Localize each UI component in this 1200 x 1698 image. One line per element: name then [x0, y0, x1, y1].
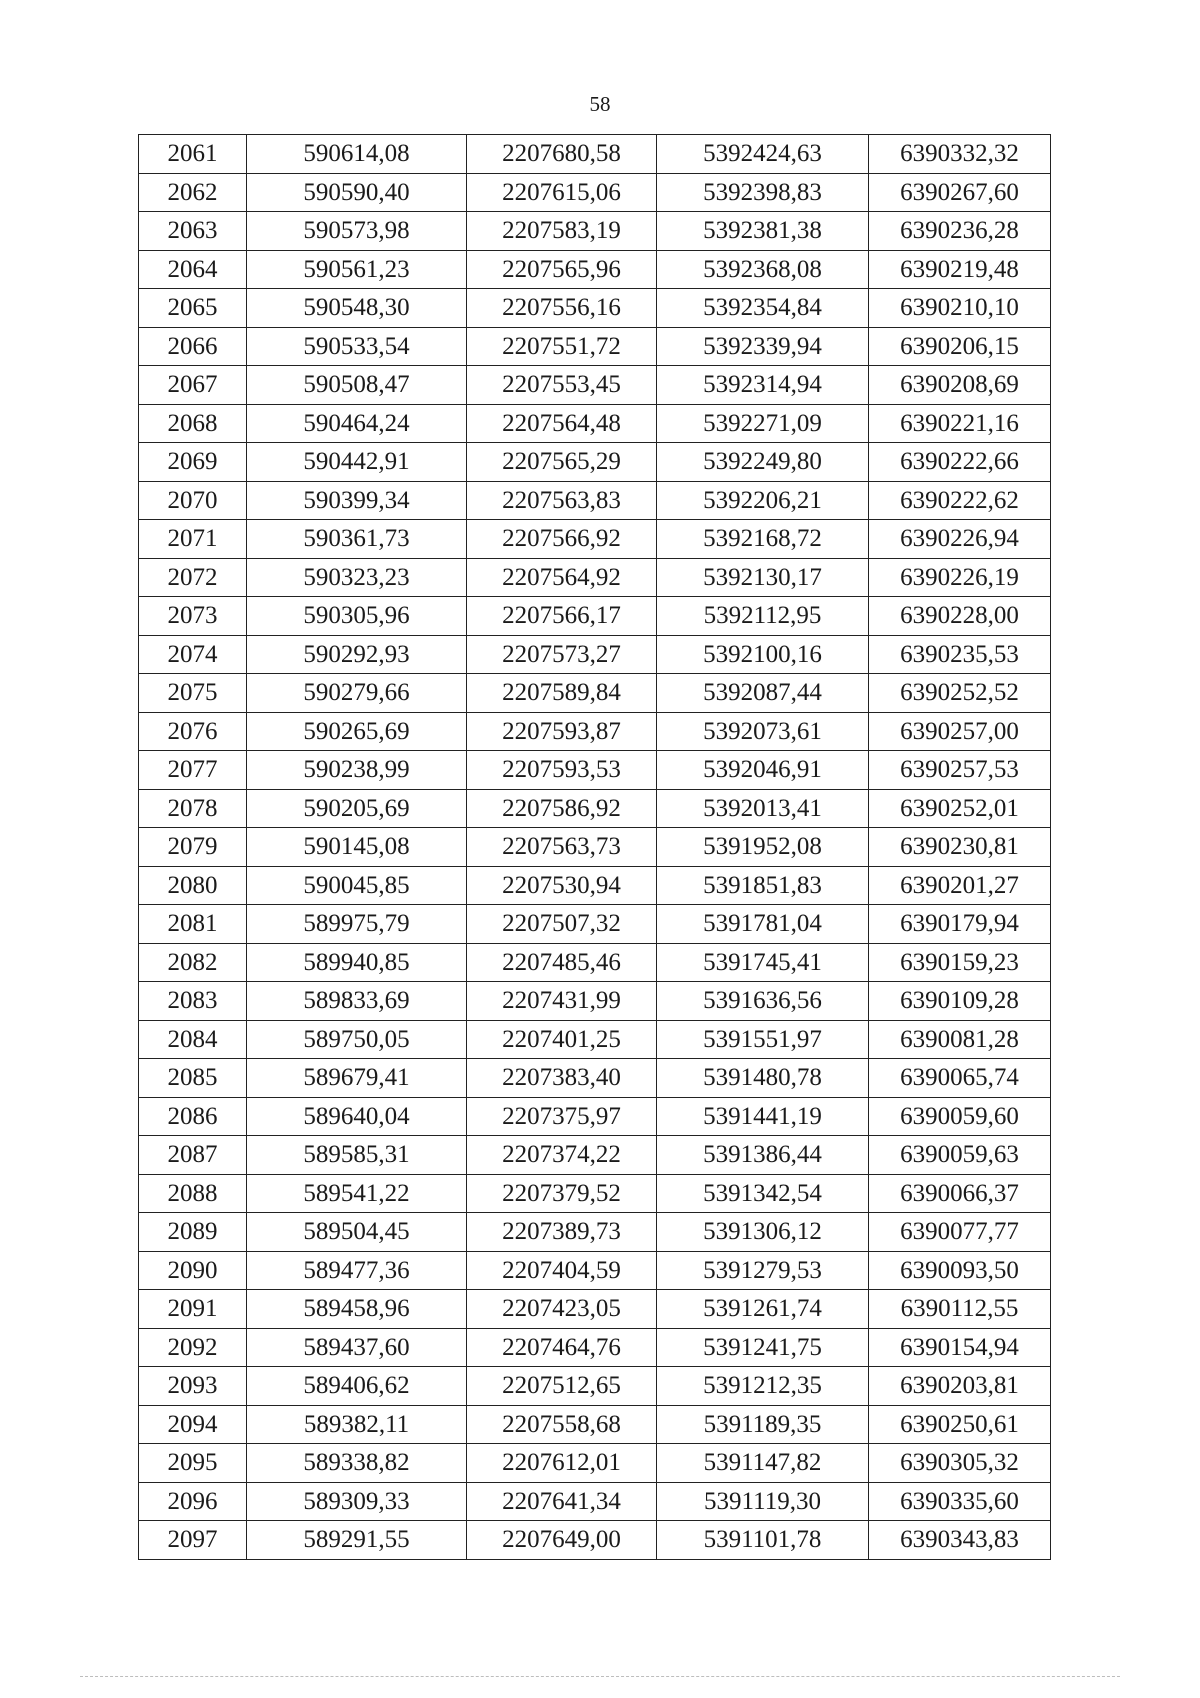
coord-1-cell: 590573,98: [247, 212, 467, 251]
coord-2-cell: 2207641,34: [467, 1482, 657, 1521]
coord-1-cell: 589833,69: [247, 982, 467, 1021]
coord-3-cell: 5391147,82: [657, 1444, 869, 1483]
table-row: [139, 212, 1051, 251]
coord-2-cell: 2207558,68: [467, 1405, 657, 1444]
table-row: [139, 905, 1051, 944]
table-row: [139, 520, 1051, 559]
coordinates-table-body: [139, 135, 1051, 1560]
point-number-cell: 2087: [139, 1136, 247, 1175]
point-number-cell: 2068: [139, 404, 247, 443]
table-row: [139, 1020, 1051, 1059]
point-number-cell: 2089: [139, 1213, 247, 1252]
table-row: [139, 828, 1051, 867]
coord-2-cell: 2207566,17: [467, 597, 657, 636]
coord-4-cell: 6390210,10: [869, 289, 1051, 328]
coord-4-cell: 6390066,37: [869, 1174, 1051, 1213]
point-number-cell: 2077: [139, 751, 247, 790]
coord-4-cell: 6390226,19: [869, 558, 1051, 597]
coord-3-cell: 5392354,84: [657, 289, 869, 328]
coord-3-cell: 5391306,12: [657, 1213, 869, 1252]
coord-4-cell: 6390332,32: [869, 135, 1051, 174]
table-row: [139, 250, 1051, 289]
coord-4-cell: 6390179,94: [869, 905, 1051, 944]
coord-1-cell: 590265,69: [247, 712, 467, 751]
coord-2-cell: 2207423,05: [467, 1290, 657, 1329]
coord-3-cell: 5392249,80: [657, 443, 869, 482]
point-number-cell: 2088: [139, 1174, 247, 1213]
coord-2-cell: 2207379,52: [467, 1174, 657, 1213]
coord-1-cell: 590590,40: [247, 173, 467, 212]
coord-2-cell: 2207431,99: [467, 982, 657, 1021]
coord-3-cell: 5391101,78: [657, 1521, 869, 1560]
coord-4-cell: 6390112,55: [869, 1290, 1051, 1329]
table-row: [139, 982, 1051, 1021]
coord-1-cell: 590145,08: [247, 828, 467, 867]
coord-1-cell: 590508,47: [247, 366, 467, 405]
coord-3-cell: 5392100,16: [657, 635, 869, 674]
coord-1-cell: 590361,73: [247, 520, 467, 559]
coord-3-cell: 5391386,44: [657, 1136, 869, 1175]
coord-4-cell: 6390081,28: [869, 1020, 1051, 1059]
coord-1-cell: 589975,79: [247, 905, 467, 944]
coord-2-cell: 2207612,01: [467, 1444, 657, 1483]
coord-3-cell: 5391441,19: [657, 1097, 869, 1136]
coord-1-cell: 589585,31: [247, 1136, 467, 1175]
coord-4-cell: 6390065,74: [869, 1059, 1051, 1098]
coord-2-cell: 2207551,72: [467, 327, 657, 366]
point-number-cell: 2072: [139, 558, 247, 597]
point-number-cell: 2066: [139, 327, 247, 366]
coord-1-cell: 589437,60: [247, 1328, 467, 1367]
point-number-cell: 2071: [139, 520, 247, 559]
coord-4-cell: 6390059,63: [869, 1136, 1051, 1175]
coord-3-cell: 5392112,95: [657, 597, 869, 636]
point-number-cell: 2073: [139, 597, 247, 636]
coord-2-cell: 2207512,65: [467, 1367, 657, 1406]
point-number-cell: 2084: [139, 1020, 247, 1059]
coord-4-cell: 6390203,81: [869, 1367, 1051, 1406]
coord-1-cell: 589940,85: [247, 943, 467, 982]
coord-4-cell: 6390154,94: [869, 1328, 1051, 1367]
point-number-cell: 2086: [139, 1097, 247, 1136]
table-row: [139, 789, 1051, 828]
coord-4-cell: 6390077,77: [869, 1213, 1051, 1252]
coord-4-cell: 6390208,69: [869, 366, 1051, 405]
coord-2-cell: 2207401,25: [467, 1020, 657, 1059]
coord-4-cell: 6390235,53: [869, 635, 1051, 674]
footer-rule: [80, 1676, 1120, 1677]
table-row: [139, 635, 1051, 674]
coord-2-cell: 2207593,87: [467, 712, 657, 751]
point-number-cell: 2095: [139, 1444, 247, 1483]
table-row: [139, 135, 1051, 174]
coord-3-cell: 5391261,74: [657, 1290, 869, 1329]
coord-3-cell: 5392046,91: [657, 751, 869, 790]
coordinates-table: [138, 134, 1051, 1560]
coord-2-cell: 2207586,92: [467, 789, 657, 828]
coord-1-cell: 590561,23: [247, 250, 467, 289]
coord-4-cell: 6390230,81: [869, 828, 1051, 867]
point-number-cell: 2076: [139, 712, 247, 751]
page-number: 58: [589, 92, 611, 116]
table-row: [139, 1367, 1051, 1406]
coord-1-cell: 590279,66: [247, 674, 467, 713]
table-row: [139, 712, 1051, 751]
coord-4-cell: 6390226,94: [869, 520, 1051, 559]
coord-3-cell: 5392424,63: [657, 135, 869, 174]
point-number-cell: 2081: [139, 905, 247, 944]
coord-3-cell: 5392381,38: [657, 212, 869, 251]
coord-1-cell: 589382,11: [247, 1405, 467, 1444]
coord-2-cell: 2207507,32: [467, 905, 657, 944]
coord-4-cell: 6390222,62: [869, 481, 1051, 520]
coord-4-cell: 6390257,00: [869, 712, 1051, 751]
coord-3-cell: 5392130,17: [657, 558, 869, 597]
coord-3-cell: 5391745,41: [657, 943, 869, 982]
coord-2-cell: 2207564,48: [467, 404, 657, 443]
coord-2-cell: 2207553,45: [467, 366, 657, 405]
coord-4-cell: 6390252,01: [869, 789, 1051, 828]
point-number-cell: 2079: [139, 828, 247, 867]
coord-1-cell: 590442,91: [247, 443, 467, 482]
point-number-cell: 2091: [139, 1290, 247, 1329]
coord-3-cell: 5392087,44: [657, 674, 869, 713]
coord-4-cell: 6390222,66: [869, 443, 1051, 482]
coord-1-cell: 589541,22: [247, 1174, 467, 1213]
coord-4-cell: 6390221,16: [869, 404, 1051, 443]
point-number-cell: 2065: [139, 289, 247, 328]
coord-2-cell: 2207615,06: [467, 173, 657, 212]
coord-3-cell: 5392206,21: [657, 481, 869, 520]
coord-4-cell: 6390109,28: [869, 982, 1051, 1021]
table-row: [139, 1328, 1051, 1367]
table-row: [139, 1097, 1051, 1136]
coord-4-cell: 6390059,60: [869, 1097, 1051, 1136]
coord-1-cell: 590205,69: [247, 789, 467, 828]
coord-2-cell: 2207404,59: [467, 1251, 657, 1290]
coord-2-cell: 2207649,00: [467, 1521, 657, 1560]
coord-4-cell: 6390257,53: [869, 751, 1051, 790]
coord-1-cell: 590305,96: [247, 597, 467, 636]
table-row: [139, 751, 1051, 790]
coord-4-cell: 6390093,50: [869, 1251, 1051, 1290]
coord-2-cell: 2207583,19: [467, 212, 657, 251]
coord-2-cell: 2207556,16: [467, 289, 657, 328]
table-row: [139, 1059, 1051, 1098]
point-number-cell: 2069: [139, 443, 247, 482]
table-row: [139, 289, 1051, 328]
point-number-cell: 2094: [139, 1405, 247, 1444]
coord-1-cell: 590548,30: [247, 289, 467, 328]
coord-4-cell: 6390236,28: [869, 212, 1051, 251]
coord-3-cell: 5392368,08: [657, 250, 869, 289]
coord-2-cell: 2207563,83: [467, 481, 657, 520]
coord-1-cell: 590292,93: [247, 635, 467, 674]
coord-1-cell: 589477,36: [247, 1251, 467, 1290]
point-number-cell: 2078: [139, 789, 247, 828]
point-number-cell: 2070: [139, 481, 247, 520]
coord-3-cell: 5392398,83: [657, 173, 869, 212]
coord-4-cell: 6390206,15: [869, 327, 1051, 366]
coord-3-cell: 5392168,72: [657, 520, 869, 559]
table-row: [139, 597, 1051, 636]
coord-3-cell: 5391189,35: [657, 1405, 869, 1444]
coord-2-cell: 2207374,22: [467, 1136, 657, 1175]
table-row: [139, 1444, 1051, 1483]
point-number-cell: 2090: [139, 1251, 247, 1290]
coord-2-cell: 2207589,84: [467, 674, 657, 713]
table-row: [139, 173, 1051, 212]
table-row: [139, 1290, 1051, 1329]
coord-3-cell: 5392013,41: [657, 789, 869, 828]
coord-4-cell: 6390219,48: [869, 250, 1051, 289]
coord-3-cell: 5391241,75: [657, 1328, 869, 1367]
table-row: [139, 1405, 1051, 1444]
table-row: [139, 866, 1051, 905]
point-number-cell: 2080: [139, 866, 247, 905]
coord-3-cell: 5391342,54: [657, 1174, 869, 1213]
coord-1-cell: 589338,82: [247, 1444, 467, 1483]
point-number-cell: 2083: [139, 982, 247, 1021]
coord-2-cell: 2207566,92: [467, 520, 657, 559]
table-row: [139, 327, 1051, 366]
coord-2-cell: 2207383,40: [467, 1059, 657, 1098]
coord-4-cell: 6390252,52: [869, 674, 1051, 713]
coord-3-cell: 5392271,09: [657, 404, 869, 443]
coord-1-cell: 589640,04: [247, 1097, 467, 1136]
table-row: [139, 943, 1051, 982]
point-number-cell: 2082: [139, 943, 247, 982]
coord-4-cell: 6390267,60: [869, 173, 1051, 212]
coord-2-cell: 2207593,53: [467, 751, 657, 790]
coord-4-cell: 6390305,32: [869, 1444, 1051, 1483]
coord-3-cell: 5391781,04: [657, 905, 869, 944]
point-number-cell: 2067: [139, 366, 247, 405]
coord-2-cell: 2207375,97: [467, 1097, 657, 1136]
coord-3-cell: 5391636,56: [657, 982, 869, 1021]
coord-1-cell: 590399,34: [247, 481, 467, 520]
coord-3-cell: 5392339,94: [657, 327, 869, 366]
coord-1-cell: 589750,05: [247, 1020, 467, 1059]
coord-1-cell: 590323,23: [247, 558, 467, 597]
coord-3-cell: 5392073,61: [657, 712, 869, 751]
point-number-cell: 2061: [139, 135, 247, 174]
point-number-cell: 2074: [139, 635, 247, 674]
table-row: [139, 674, 1051, 713]
point-number-cell: 2093: [139, 1367, 247, 1406]
table-row: [139, 443, 1051, 482]
coord-3-cell: 5391551,97: [657, 1020, 869, 1059]
table-row: [139, 1213, 1051, 1252]
coord-3-cell: 5391952,08: [657, 828, 869, 867]
coord-4-cell: 6390343,83: [869, 1521, 1051, 1560]
coord-1-cell: 589458,96: [247, 1290, 467, 1329]
coord-2-cell: 2207565,29: [467, 443, 657, 482]
coord-2-cell: 2207485,46: [467, 943, 657, 982]
coord-3-cell: 5391851,83: [657, 866, 869, 905]
coord-4-cell: 6390335,60: [869, 1482, 1051, 1521]
point-number-cell: 2085: [139, 1059, 247, 1098]
coord-2-cell: 2207565,96: [467, 250, 657, 289]
table-row: [139, 1136, 1051, 1175]
point-number-cell: 2062: [139, 173, 247, 212]
coord-4-cell: 6390201,27: [869, 866, 1051, 905]
coord-1-cell: 590464,24: [247, 404, 467, 443]
coord-2-cell: 2207389,73: [467, 1213, 657, 1252]
coord-2-cell: 2207464,76: [467, 1328, 657, 1367]
table-row: [139, 1521, 1051, 1560]
coord-1-cell: 590045,85: [247, 866, 467, 905]
coord-1-cell: 589679,41: [247, 1059, 467, 1098]
point-number-cell: 2063: [139, 212, 247, 251]
coord-4-cell: 6390159,23: [869, 943, 1051, 982]
table-row: [139, 1174, 1051, 1213]
coord-1-cell: 590238,99: [247, 751, 467, 790]
point-number-cell: 2064: [139, 250, 247, 289]
coord-2-cell: 2207563,73: [467, 828, 657, 867]
coord-1-cell: 589504,45: [247, 1213, 467, 1252]
coord-3-cell: 5391480,78: [657, 1059, 869, 1098]
table-row: [139, 404, 1051, 443]
point-number-cell: 2097: [139, 1521, 247, 1560]
coord-1-cell: 590614,08: [247, 135, 467, 174]
coord-1-cell: 589291,55: [247, 1521, 467, 1560]
coord-4-cell: 6390250,61: [869, 1405, 1051, 1444]
table-row: [139, 1251, 1051, 1290]
coord-1-cell: 589309,33: [247, 1482, 467, 1521]
coord-3-cell: 5391212,35: [657, 1367, 869, 1406]
point-number-cell: 2075: [139, 674, 247, 713]
coord-1-cell: 590533,54: [247, 327, 467, 366]
table-row: [139, 366, 1051, 405]
table-row: [139, 481, 1051, 520]
table-row: [139, 558, 1051, 597]
coord-1-cell: 589406,62: [247, 1367, 467, 1406]
table-row: [139, 1482, 1051, 1521]
coord-4-cell: 6390228,00: [869, 597, 1051, 636]
coord-2-cell: 2207573,27: [467, 635, 657, 674]
coord-3-cell: 5391119,30: [657, 1482, 869, 1521]
coord-2-cell: 2207680,58: [467, 135, 657, 174]
point-number-cell: 2096: [139, 1482, 247, 1521]
coord-3-cell: 5391279,53: [657, 1251, 869, 1290]
coord-3-cell: 5392314,94: [657, 366, 869, 405]
coord-2-cell: 2207530,94: [467, 866, 657, 905]
point-number-cell: 2092: [139, 1328, 247, 1367]
coord-2-cell: 2207564,92: [467, 558, 657, 597]
